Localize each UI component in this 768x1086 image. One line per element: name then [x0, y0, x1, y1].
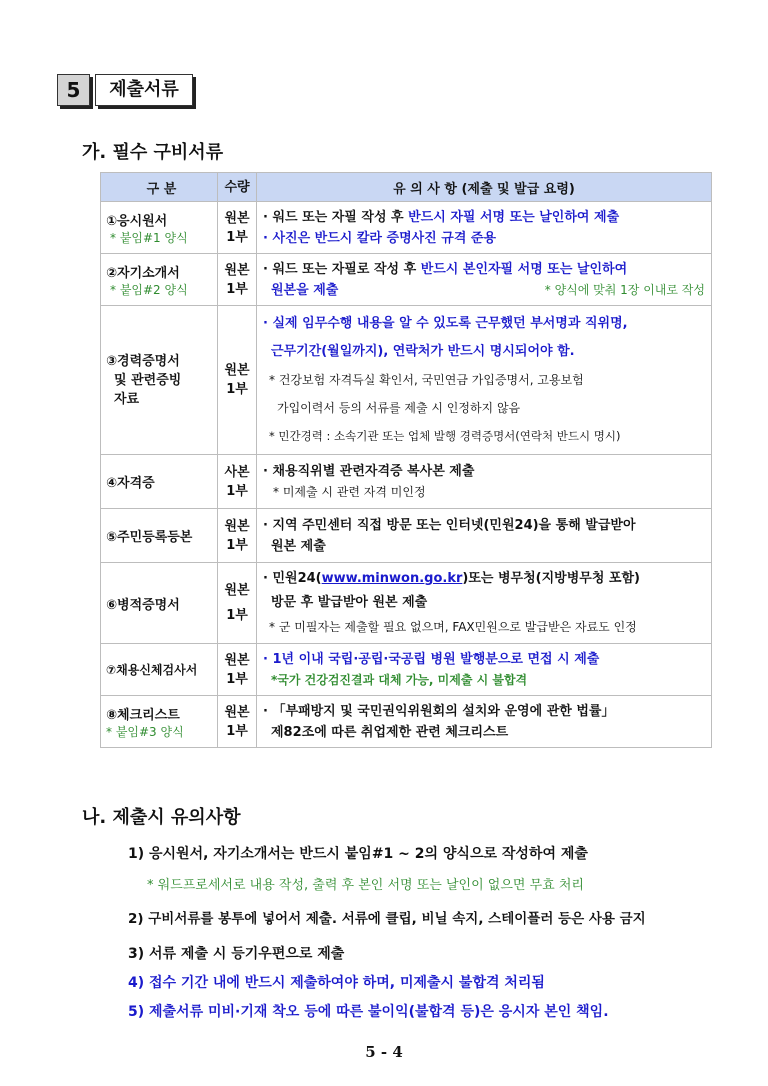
row-qty-count: 1부 [226, 723, 248, 739]
row-qty-count: 1부 [226, 229, 248, 245]
row-name-label: ③경력증명서 [106, 353, 180, 369]
submission-note-2: 2) 구비서류를 봉투에 넣어서 제출. 서류에 클립, 비닐 속지, 스테이플러 등은 사용 금지 [128, 911, 646, 927]
note-emphasis: · 1년 이내 국립·공립·국공립 병원 발행분으로 면접 시 제출 [263, 651, 600, 667]
note-remark: * 군 미필자는 제출할 필요 없으며, FAX민원으로 발급받은 자료도 인정 [269, 620, 637, 634]
note-text: · 「부패방지 및 국민권익위원회의 설치와 운영에 관한 법률」 [263, 703, 615, 719]
row-qty [218, 306, 257, 455]
minwon-link[interactable]: www.minwon.go.kr [321, 571, 463, 586]
note-text: · 워드 또는 자필로 작성 후 [263, 261, 421, 277]
note-remark: * 민간경력 : 소속기관 또는 업체 발행 경력증명서(연락처 반드시 명시) [269, 429, 621, 443]
row-name-label: 자료 [114, 391, 140, 407]
row-name [101, 509, 218, 563]
submission-note-5: 5) 제출서류 미비·기재 착오 등에 따른 불이익(불합격 등)은 응시자 본인 책임. [128, 1004, 609, 1020]
row-qty [218, 696, 257, 748]
note-text: · 민원24( [263, 571, 322, 586]
row-qty-type: 원본 [224, 210, 250, 226]
row-name [101, 254, 218, 306]
row-notes [257, 696, 712, 748]
submission-note-1: 1) 응시원서, 자기소개서는 반드시 붙임#1 ~ 2의 양식으로 작성하여 제출 [128, 846, 588, 862]
row-qty-count: 1부 [226, 537, 248, 553]
submission-note-4: 4) 접수 기간 내에 반드시 제출하여야 하며, 미제출시 불합격 처리됨 [128, 975, 545, 991]
row-qty-type: 사본 [224, 464, 250, 480]
section-title: 제출서류 [95, 74, 193, 106]
row-qty-count: 1부 [226, 671, 248, 687]
row-qty [218, 563, 257, 644]
row-notes [257, 202, 712, 254]
row-qty-type: 원본 [224, 583, 250, 598]
header-quantity: 수량 [218, 173, 257, 202]
note-emphasis: 반드시 본인자필 서명 또는 날인하여 [420, 261, 628, 277]
section-number: 5 [57, 74, 90, 106]
row-notes [257, 563, 712, 644]
note-remark: * 미제출 시 관련 자격 미인정 [273, 484, 426, 499]
note-text: · 지역 주민센터 직접 방문 또는 인터넷(민원24)을 통해 발급받아 [263, 517, 636, 533]
row-name-label: ⑧체크리스트 [106, 707, 180, 723]
note-text: · 채용직위별 관련자격증 복사본 제출 [263, 463, 475, 479]
header-category: 구 분 [101, 173, 218, 202]
row-name [101, 644, 218, 696]
table-row [101, 306, 712, 455]
row-notes [257, 306, 712, 455]
row-qty-count: 1부 [226, 281, 248, 297]
note-text: )또는 병무청(지방병무청 포함) [462, 571, 640, 586]
header-notes: 유 의 사 항 (제출 및 발급 요령) [257, 173, 712, 202]
row-qty [218, 455, 257, 509]
note-remark: * 건강보험 자격득실 확인서, 국민연금 가입증명서, 고용보험 [269, 373, 584, 387]
note-text: · 워드 또는 자필 작성 후 [263, 209, 409, 225]
submission-note-1-remark: * 워드프로세서로 내용 작성, 출력 후 본인 서명 또는 날인이 없으면 무효 처리 [147, 878, 584, 893]
row-name-label: ⑥병적증명서 [106, 597, 180, 613]
row-name [101, 202, 218, 254]
table-row [101, 202, 712, 254]
row-name-label: ②자기소개서 [106, 265, 180, 281]
note-remark: *국가 건강검진결과 대체 가능, 미제출 시 불합격 [271, 672, 528, 687]
table-row [101, 509, 712, 563]
row-qty-count: 1부 [226, 483, 248, 499]
row-name [101, 306, 218, 455]
required-documents-table [100, 172, 712, 748]
row-notes [257, 455, 712, 509]
note-remark: * 양식에 맞춰 1장 이내로 작성 [544, 282, 705, 297]
row-name-sub: * 붙임#1 양식 [110, 230, 188, 245]
row-name-label: ①응시원서 [106, 213, 168, 229]
row-name-label: ④자격증 [106, 476, 155, 491]
row-qty-count: 1부 [226, 382, 248, 397]
note-emphasis: 반드시 자필 서명 또는 날인하여 제출 [408, 209, 620, 225]
note-emphasis: · 실제 임무수행 내용을 알 수 있도록 근무했던 부서명과 직위명, [263, 316, 628, 331]
row-qty-count: 1부 [226, 608, 248, 623]
table-row [101, 644, 712, 696]
subsection-a-title: 가. 필수 구비서류 [82, 142, 224, 163]
note-emphasis: 원본을 제출 [271, 282, 339, 298]
row-qty-type: 원본 [224, 262, 250, 278]
table-row [101, 696, 712, 748]
row-name [101, 563, 218, 644]
note-remark: 가입이력서 등의 서류를 제출 시 인정하지 않음 [277, 401, 521, 415]
row-name-label: 및 관련증빙 [114, 372, 182, 388]
row-notes [257, 254, 712, 306]
row-qty-type: 원본 [224, 704, 250, 720]
row-qty [218, 509, 257, 563]
page-number: 5 - 4 [365, 1043, 403, 1061]
note-text: · 사진은 반드시 칼라 증명사진 규격 준용 [263, 230, 497, 246]
row-name [101, 455, 218, 509]
row-qty [218, 254, 257, 306]
row-name-label: ⑦채용신체검사서 [106, 663, 198, 677]
row-name-label: ⑤주민등록등본 [106, 530, 193, 545]
table-header-row [101, 173, 712, 202]
row-qty [218, 202, 257, 254]
submission-note-3: 3) 서류 제출 시 등기우편으로 제출 [128, 946, 345, 962]
subsection-b-title: 나. 제출시 유의사항 [82, 807, 241, 828]
note-emphasis: 근무기간(월일까지), 연락처가 반드시 명시되어야 함. [271, 344, 575, 359]
row-notes [257, 644, 712, 696]
table-row [101, 455, 712, 509]
row-qty-type: 원본 [224, 652, 250, 668]
note-text: 원본 제출 [271, 538, 326, 554]
row-qty-type: 원본 [224, 363, 250, 378]
note-text: 방문 후 발급받아 원본 제출 [271, 595, 428, 610]
row-name-sub: * 붙임#2 양식 [110, 282, 188, 297]
row-name-sub: * 붙임#3 양식 [106, 724, 184, 739]
row-name [101, 696, 218, 748]
note-text: 제82조에 따른 취업제한 관련 체크리스트 [271, 724, 509, 740]
row-notes [257, 509, 712, 563]
row-qty [218, 644, 257, 696]
table-row [101, 563, 712, 644]
table-row [101, 254, 712, 306]
row-qty-type: 원본 [224, 518, 250, 534]
